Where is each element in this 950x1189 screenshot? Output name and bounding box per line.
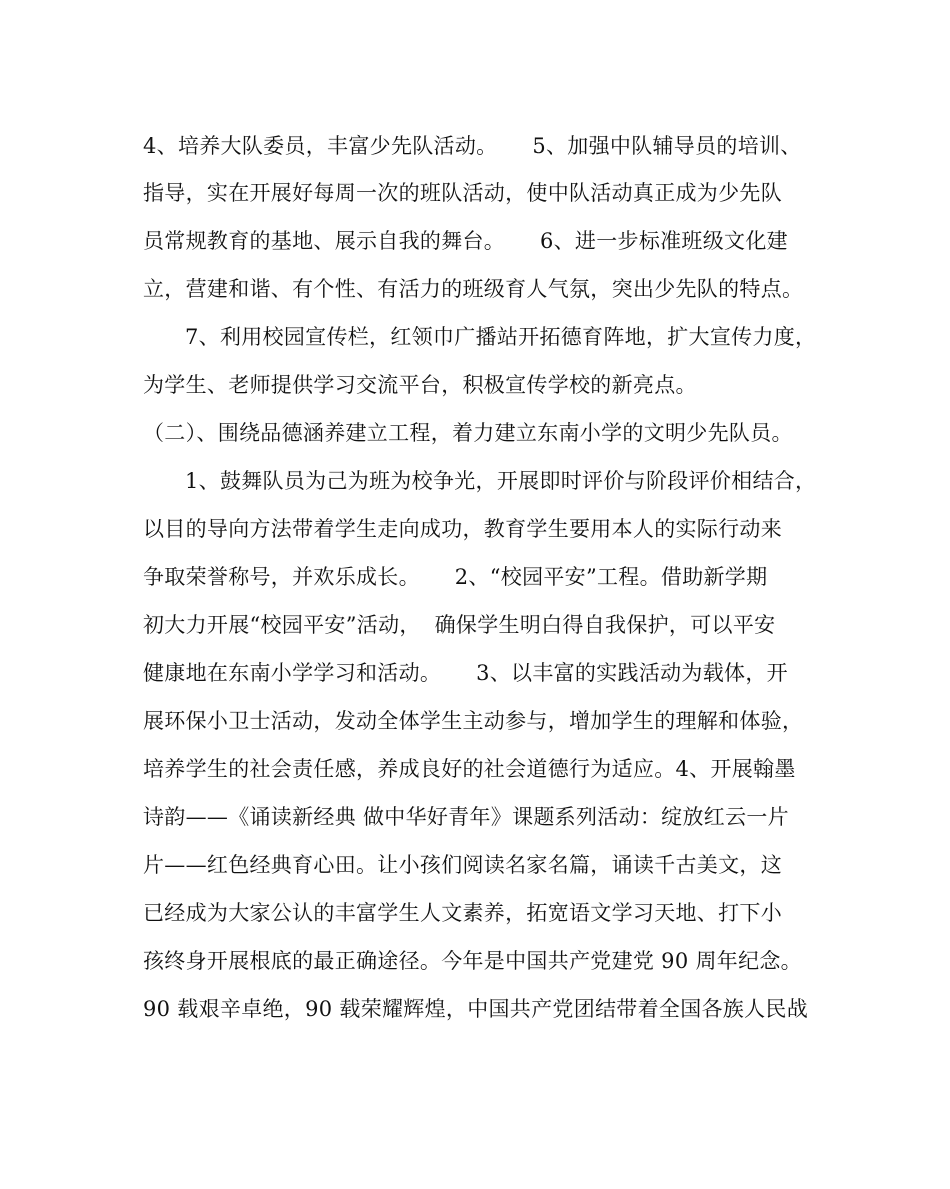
text-line: 初大力开展“校园平安”活动， 确保学生明白得自我保护，可以平安 xyxy=(143,613,776,637)
text-line: 员常规教育的基地、展示自我的舞台。 6、进一步标准班级文化建 xyxy=(143,229,788,253)
text-line: 为学生、老师提供学习交流平台，积极宣传学校的新亮点。 xyxy=(143,373,697,397)
text-line: 已经成为大家公认的丰富学生人文素养，拓宽语文学习天地、打下小 xyxy=(143,901,782,925)
text-line: 诗韵——《诵读新经典 做中华好青年》课题系列活动：绽放红云一片 xyxy=(143,805,789,829)
text-line: 健康地在东南小学学习和活动。 3、以丰富的实践活动为载体，开 xyxy=(143,661,788,685)
text-line: 展环保小卫士活动，发动全体学生主动参与，增加学生的理解和体验， xyxy=(143,709,804,733)
text-line: 片——红色经典育心田。让小孩们阅读名家名篇，诵读千古美文，这 xyxy=(143,853,782,877)
text-line: 争取荣誉称号，并欢乐成长。 2、“校园平安”工程。借助新学期 xyxy=(143,565,768,589)
section-heading: （二）、围绕品德涵养建立工程，着力建立东南小学的文明少先队员。 xyxy=(143,421,793,445)
text-line: 培养学生的社会责任感，养成良好的社会道德行为适应。4、开展翰墨 xyxy=(143,757,796,781)
text-line: 4、培养大队委员，丰富少先队活动。 5、加强中队辅导员的培训、 xyxy=(143,134,802,158)
text-line: 孩终身开展根底的最正确途径。今年是中国共产党建党 90 周年纪念。 xyxy=(143,949,802,973)
text-line: 立，营建和谐、有个性、有活力的班级育人气氛，突出少先队的特点。 xyxy=(143,277,804,301)
text-line: 1、鼓舞队员为己为班为校争光，开展即时评价与阶段评价相结合， xyxy=(185,469,817,493)
text-line: 以目的导向方法带着学生走向成功，教育学生要用本人的实际行动来 xyxy=(143,517,782,541)
text-line: 90 载艰辛卓绝，90 载荣耀辉煌，中国共产党团结带着全国各族人民战 xyxy=(143,997,808,1021)
text-line: 指导，实在开展好每周一次的班队活动，使中队活动真正成为少先队 xyxy=(143,181,782,205)
text-line: 7、利用校园宣传栏，红领巾广播站开拓德育阵地，扩大宣传力度， xyxy=(185,325,817,349)
